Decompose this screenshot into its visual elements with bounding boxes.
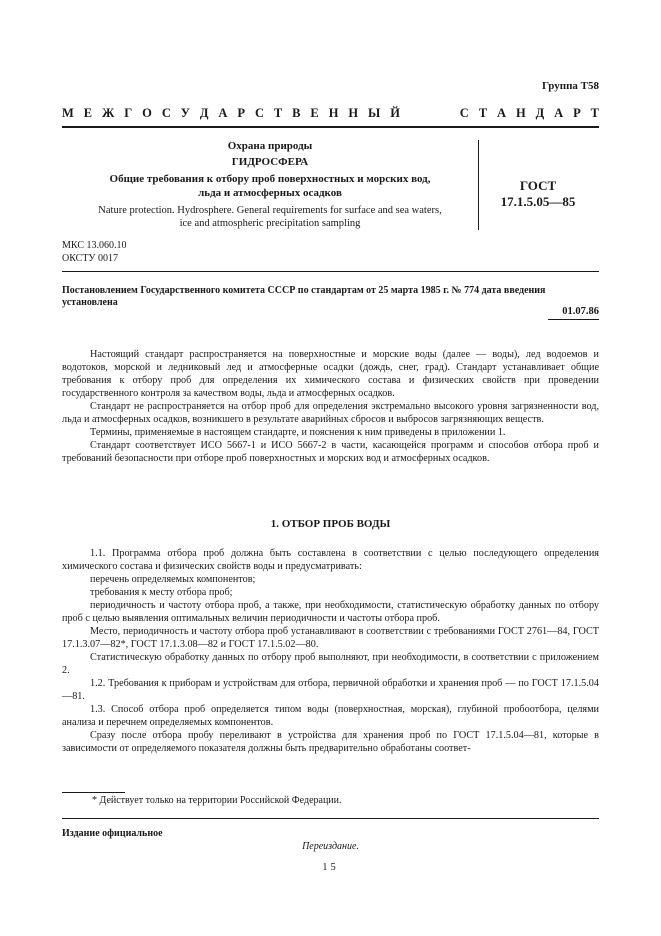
footer-rule — [62, 818, 599, 819]
intro-paragraph-3: Термины, применяемые в настоящем стандарте, и пояснения к ним приведены в приложении 1. — [90, 427, 506, 438]
header-letter: Н — [348, 106, 359, 120]
header-letter: С — [161, 106, 171, 120]
title-line-1: Охрана природы — [227, 140, 313, 152]
header-rule — [62, 126, 599, 128]
header-letter: Т — [478, 106, 488, 120]
section-1-paragraph-8: 1.3. Способ отбора проб определяется типом воды (поверхностная, морская), глубиной пробоотбора, целями анализа и перечнем определяемых компонентов. — [62, 704, 599, 728]
title-line-3a: Общие требования к отбору проб поверхностных и морских вод, — [109, 173, 431, 185]
header-letter: Е — [83, 106, 93, 120]
header-letter: А — [218, 106, 228, 120]
title-line-2: ГИДРОСФЕРА — [231, 156, 309, 168]
footnote: * Действует только на территории Российской Федерации. — [92, 795, 342, 806]
section-1-paragraph-9: Сразу после отбора пробу переливают в устройства для хранения проб по ГОСТ 17.1.5.04—81, которые в зависимости от определяемого показателя должны быть предварительно обработаны соответ- — [62, 730, 599, 754]
gost-code — [486, 178, 590, 210]
header-letter: Н — [515, 106, 526, 120]
title-divider — [478, 140, 479, 230]
gost-label: ГОСТ — [519, 178, 557, 193]
mks-code: МКС 13.060.10 — [62, 240, 127, 251]
decree-text: Постановлением Государственного комитета СССР по стандартам от 25 марта 1985 г. № 774 дата введения установлена — [62, 285, 546, 308]
codes-rule — [62, 271, 599, 272]
standard-type-header — [62, 106, 599, 121]
header-letter: О — [142, 106, 152, 120]
group-label: Группа Т58 — [541, 80, 599, 92]
title-line-3b: льда и атмосферных осадков — [198, 187, 342, 199]
section-1-heading: 1. ОТБОР ПРОБ ВОДЫ — [270, 518, 391, 530]
header-letter: Е — [310, 106, 319, 120]
header-letter: Д — [199, 106, 209, 120]
section-1-paragraph-2: перечень определяемых компонентов; — [90, 574, 256, 585]
intro-paragraph-4: Стандарт соответствует ИСО 5667-1 и ИСО 5667-2 в части, касающейся программ и способов отбора проб и требований безопасности при отборе проб поверхностных и морских вод и атмосферных осадков. — [62, 440, 599, 464]
header-letter: Р — [237, 106, 246, 120]
section-1-paragraph-1: 1.1. Программа отбора проб должна быть составлена в соответствии с целью последующего определения химического состава и физических свойств воды и предусматривать: — [62, 548, 599, 572]
date-underline — [548, 319, 599, 320]
header-letter: Д — [535, 106, 545, 120]
header-letter: Н — [328, 106, 339, 120]
header-letter: Р — [573, 106, 581, 120]
section-1-paragraph-4: периодичность и частоту отбора проб, а также, при необходимости, статистическую обработку данных по отбору проб с целью выявления оптимальных величин периодичности и частоты отбора проб. — [62, 600, 599, 624]
footnote-rule — [62, 792, 125, 793]
header-gap — [410, 106, 450, 121]
section-1-paragraph-6: Статистическую обработку данных по отбору проб выполняют, при необходимости, в соответствии с приложением 2. — [62, 652, 599, 676]
page-number: 15 — [322, 862, 339, 873]
header-letter: Ы — [368, 106, 381, 120]
header-letter: А — [497, 106, 507, 120]
header-letter: Й — [390, 106, 400, 120]
english-title — [62, 204, 478, 230]
section-1-paragraph-7: 1.2. Требования к приборам и устройствам для отбора, первичной обработки и хранения проб — по ГОСТ 17.1.5.04—81. — [62, 678, 599, 702]
reprint-label: Переиздание. — [302, 841, 359, 852]
intro-text — [62, 348, 599, 465]
header-letter: Т — [273, 106, 283, 120]
header-letter: Т — [590, 106, 599, 120]
header-letter: С — [254, 106, 264, 120]
gost-number: 17.1.5.05—85 — [500, 194, 576, 209]
section-1-paragraph-5: Место, периодичность и частоту отбора проб устанавливают в соответствии с требованиями ГОСТ 2761—84, ГОСТ 17.1.3.07—82*, ГОСТ 17.1.3.08—82 и ГОСТ 17.1.5.02—80. — [62, 626, 599, 650]
header-letter: М — [62, 106, 74, 120]
section-1-paragraph-3: требования к месту отбора проб; — [90, 587, 233, 598]
header-letter: Ж — [102, 106, 115, 120]
section-1-text — [62, 547, 599, 755]
title-line-3 — [62, 172, 478, 200]
edition-label: Издание официальное — [62, 828, 163, 839]
introduction-date: 01.07.86 — [562, 306, 599, 317]
english-title-b: ice and atmospheric precipitation sampling — [179, 218, 361, 229]
header-letter: В — [292, 106, 301, 120]
header-letter: У — [180, 106, 190, 120]
english-title-a: Nature protection. Hydrosphere. General requirements for surface and sea waters, — [98, 205, 442, 216]
intro-paragraph-2: Стандарт не распространяется на отбор проб для определения экстремально высокого уровня загрязненности вод, льда и атмосферных осадков, возникшего в результате аварийных сбросов и выбросов загрязняющих веществ. — [62, 401, 599, 425]
intro-paragraph-1: Настоящий стандарт распространяется на поверхностные и морские воды (далее — воды), лед водоемов и водотоков, морской и ледниковый лед и атмосферные осадки (дождь, снег, град). Стандарт устанавливает общие требования к отбору проб для определения их химического состава и физических свойств при проведении государственного контроля за качеством воды, льда и атмосферных осадков. — [62, 349, 599, 399]
header-letter: А — [554, 106, 564, 120]
header-letter: С — [459, 106, 469, 120]
header-letter: Г — [124, 106, 133, 120]
okstu-code: ОКСТУ 0017 — [62, 253, 119, 264]
